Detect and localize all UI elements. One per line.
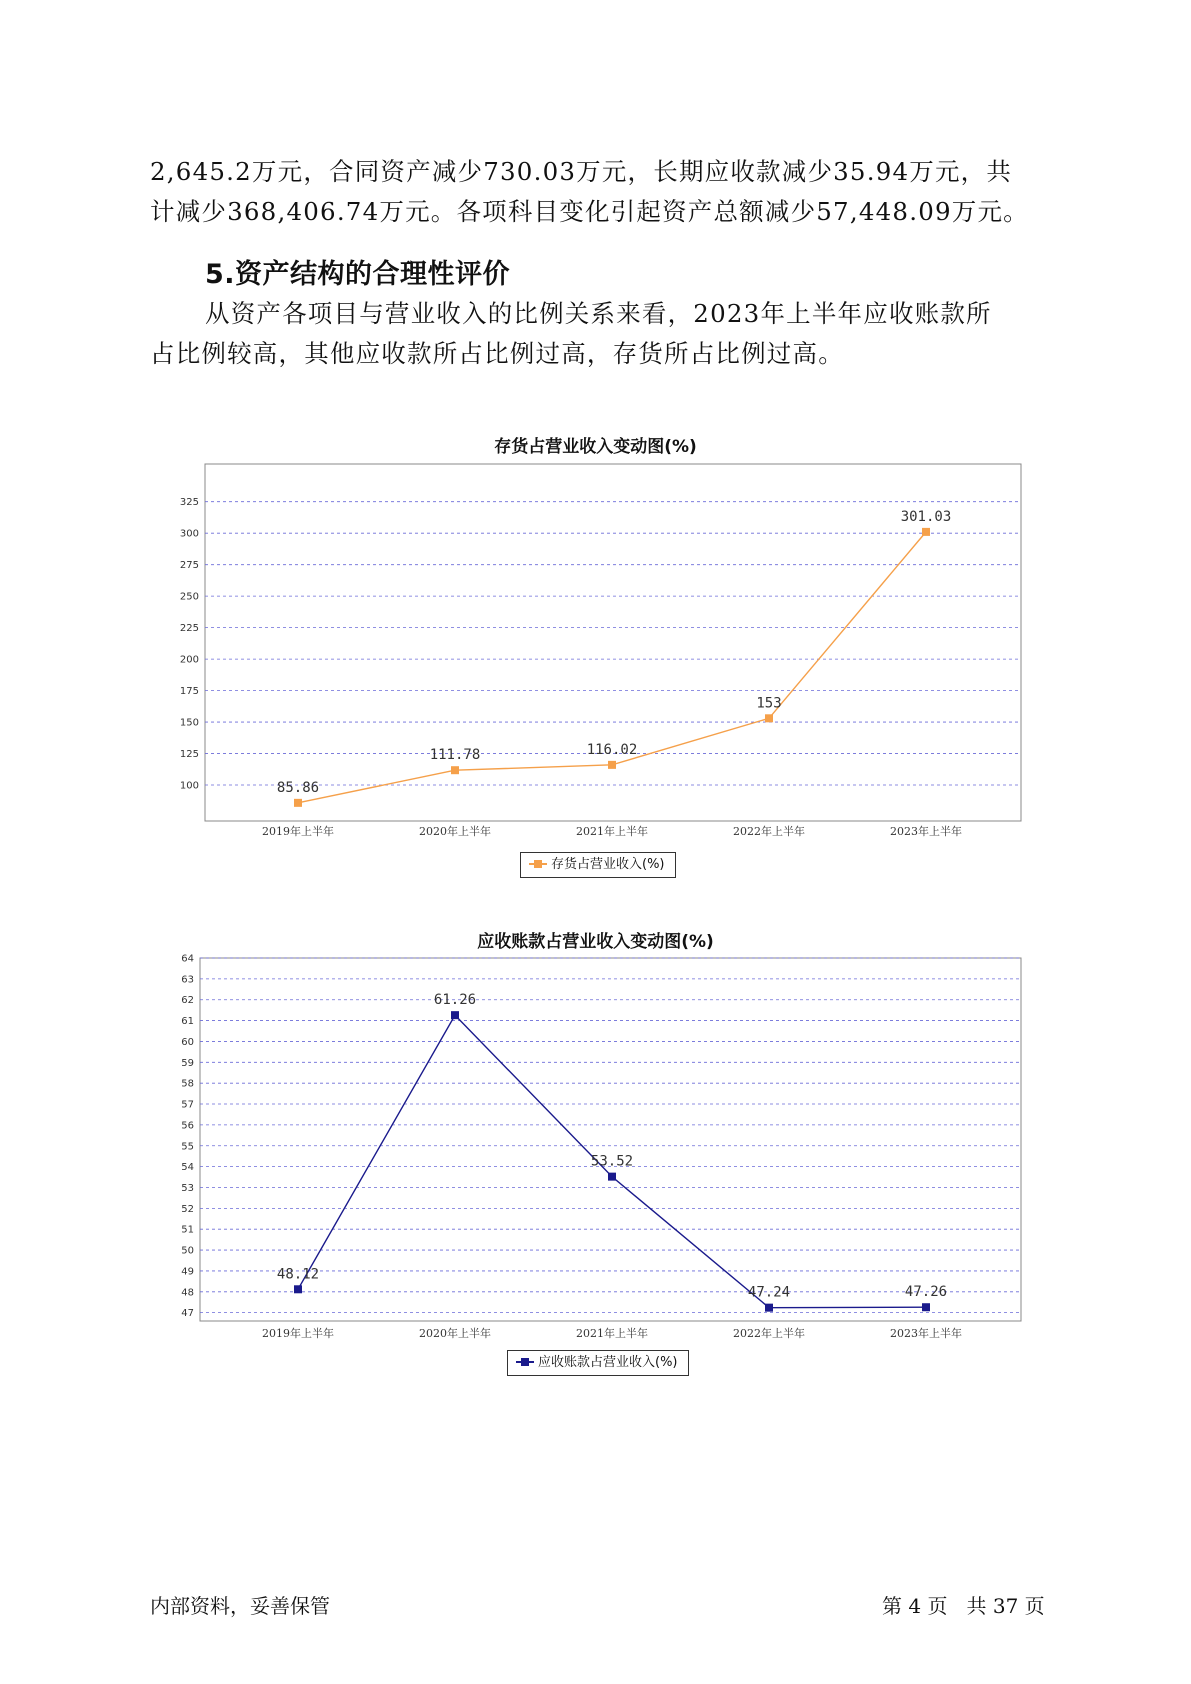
y-tick-label: 50: [181, 1245, 194, 1257]
chart-legend: [507, 1350, 689, 1376]
data-label: 111.78: [429, 747, 481, 764]
paragraph-line: 计减少368,406.74万元。各项科目变化引起资产总额减少57,448.09万元。: [150, 197, 1029, 226]
chart-title: 应收账款占营业收入变动图(%): [477, 932, 714, 952]
y-tick-label: 55: [181, 1141, 194, 1153]
x-tick-label: 2020年上半年: [419, 1327, 491, 1340]
y-tick-label: 60: [181, 1036, 194, 1048]
y-tick-label: 62: [181, 995, 194, 1007]
data-label: 61.26: [433, 992, 477, 1009]
x-tick-label: 2023年上半年: [890, 1327, 962, 1340]
x-tick-label: 2021年上半年: [576, 825, 648, 838]
y-tick-label: 51: [181, 1224, 194, 1236]
x-tick-label: 2019年上半年: [262, 825, 334, 838]
data-point: [451, 1011, 459, 1019]
x-tick-label: 2020年上半年: [419, 825, 491, 838]
y-tick-label: 52: [181, 1203, 194, 1215]
inventory-ratio-chart: [0, 440, 1191, 860]
y-tick-label: 150: [179, 717, 199, 729]
x-tick-label: 2022年上半年: [733, 1327, 805, 1340]
y-tick-label: 49: [181, 1266, 194, 1278]
y-tick-label: 61: [181, 1016, 194, 1028]
data-point: [294, 799, 302, 807]
x-tick-label: 2022年上半年: [733, 825, 805, 838]
legend-swatch: [516, 1361, 534, 1363]
plot-frame: [200, 958, 1021, 1321]
data-point: [294, 1285, 302, 1293]
data-point: [765, 714, 773, 722]
chart-legend: [520, 852, 676, 878]
y-tick-label: 48: [181, 1287, 194, 1299]
data-label: 116.02: [586, 741, 638, 758]
x-tick-label: 2021年上半年: [576, 1327, 648, 1340]
data-point: [451, 766, 459, 774]
y-tick-label: 54: [181, 1162, 194, 1174]
x-tick-label: 2023年上半年: [890, 825, 962, 838]
paragraph-line: 从资产各项目与营业收入的比例关系来看，2023年上半年应收账款所: [205, 299, 992, 328]
data-label: 47.24: [747, 1284, 791, 1301]
x-tick-label: 2019年上半年: [262, 1327, 334, 1340]
section-heading: 5.资产结构的合理性评价: [205, 259, 511, 290]
y-tick-label: 59: [181, 1057, 194, 1069]
footer-note: 内部资料，妥善保管: [150, 1594, 330, 1618]
y-tick-label: 175: [179, 686, 199, 698]
y-tick-label: 125: [179, 749, 199, 761]
data-label: 53.52: [590, 1153, 634, 1170]
y-tick-label: 56: [181, 1120, 194, 1132]
data-point: [765, 1304, 773, 1312]
y-tick-label: 64: [181, 953, 194, 965]
legend-swatch: [529, 863, 547, 865]
y-tick-label: 47: [181, 1308, 194, 1320]
data-point: [922, 528, 930, 536]
receivables-ratio-chart: [0, 945, 1191, 1355]
y-tick-label: 325: [179, 497, 199, 509]
data-label: 153: [756, 695, 782, 712]
y-tick-label: 200: [179, 654, 199, 666]
paragraph-line: 2,645.2万元，合同资产减少730.03万元，长期应收款减少35.94万元，共: [150, 157, 1013, 186]
data-point: [922, 1303, 930, 1311]
y-tick-label: 225: [179, 623, 199, 635]
page-number: 第 4 页 共 37 页: [882, 1594, 1045, 1618]
data-label: 48.12: [276, 1266, 320, 1283]
data-label: 47.26: [904, 1284, 948, 1301]
y-tick-label: 57: [181, 1099, 194, 1111]
y-tick-label: 250: [179, 591, 199, 603]
y-tick-label: 53: [181, 1182, 194, 1194]
y-tick-label: 58: [181, 1078, 194, 1090]
y-tick-label: 63: [181, 974, 194, 986]
paragraph-line: 占比例较高，其他应收款所占比例过高，存货所占比例过高。: [150, 339, 844, 368]
y-tick-label: 275: [179, 560, 199, 572]
legend-label: 存货占营业收入(%): [551, 857, 665, 872]
data-label: 301.03: [900, 508, 952, 525]
chart-title: 存货占营业收入变动图(%): [494, 437, 697, 457]
data-point: [608, 1173, 616, 1181]
legend-label: 应收账款占营业收入(%): [538, 1355, 678, 1370]
data-label: 85.86: [276, 779, 320, 796]
y-tick-label: 300: [179, 528, 199, 540]
data-point: [608, 761, 616, 769]
y-tick-label: 100: [179, 780, 199, 792]
